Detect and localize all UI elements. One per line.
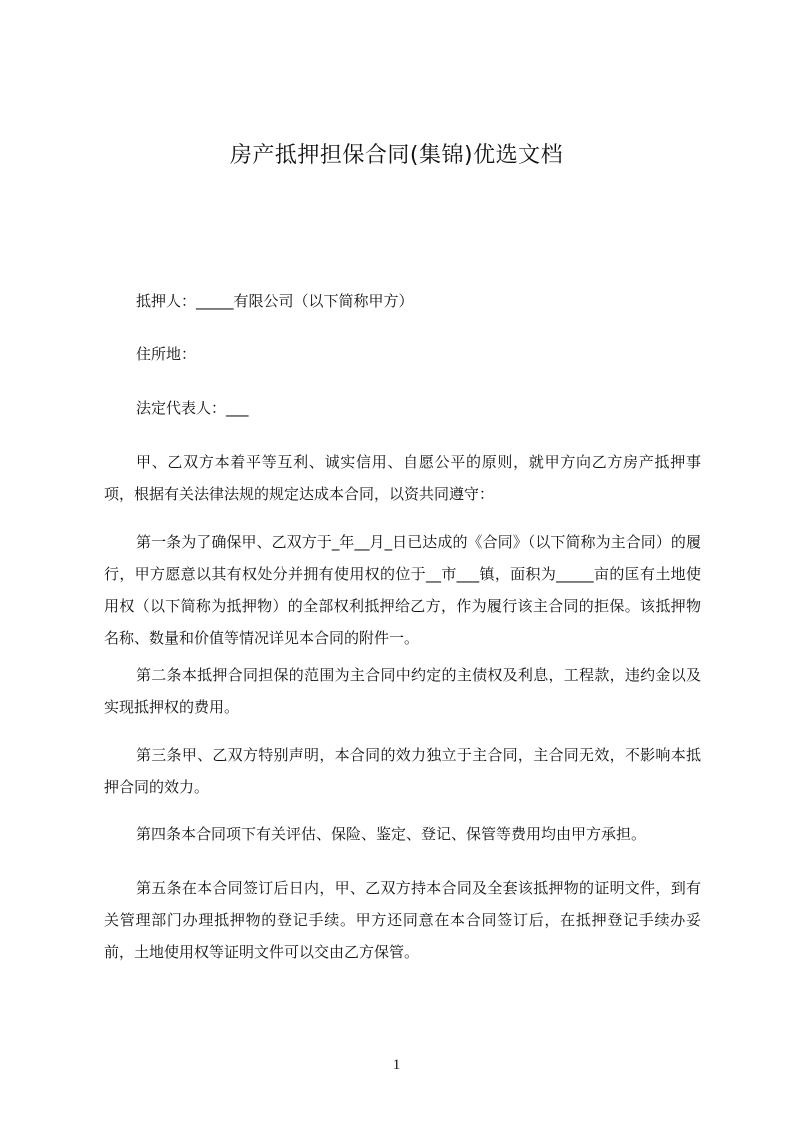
page-number: 1 (392, 1057, 401, 1073)
address-line: 住所地： (136, 345, 197, 363)
article-2-paragraph: 第二条本抵押合同担保的范围为主合同中约定的主债权及利息，工程款，违约金以及实现抵押权的费用。 (104, 666, 701, 716)
article-1-paragraph: 第一条为了确保甲、乙双方于_年__月_日已达成的《合同》（以下简称为主合同）的履行，甲方愿意以其有权处分并拥有使用权的位于__市___镇，面积为_____亩的匡有土地使用权（以下简称为抵押物）的全部权利抵押给乙方，作为履行该主合同的拒保。该抵押物名称、数量和价值等情况详见本合同的附件一。 (104, 533, 701, 647)
article-4-paragraph: 第四条本合同项下有关评估、保险、鉴定、登记、保管等费用均由甲方承担。 (136, 825, 647, 843)
mortgagor-line: 抵押人：_____有限公司（以下简称甲方） (136, 292, 414, 310)
article-3-paragraph: 第三条甲、乙双方特别声明，本合同的效力独立于主合同，主合同无效，不影响本抵押合同的效力。 (104, 746, 701, 796)
preamble-paragraph: 甲、乙双方本着平等互利、诚实信用、自愿公平的原则，就甲方向乙方房产抵押事项，根据有关法律法规的规定达成本合同，以资共同遵守： (104, 453, 701, 503)
article-5-paragraph: 第五条在本合同签订后日内，甲、乙双方持本合同及全套该抵押物的证明文件，到有关管理部门办理抵押物的登记手续。甲方还同意在本合同签订后，在抵押登记手续办妥前，土地使用权等证明文件可以交由乙方保管。 (104, 879, 701, 961)
legal-representative-line: 法定代表人：___ (136, 399, 249, 417)
document-title: 房产抵押担保合同(集锦)优选文档 (229, 143, 564, 168)
